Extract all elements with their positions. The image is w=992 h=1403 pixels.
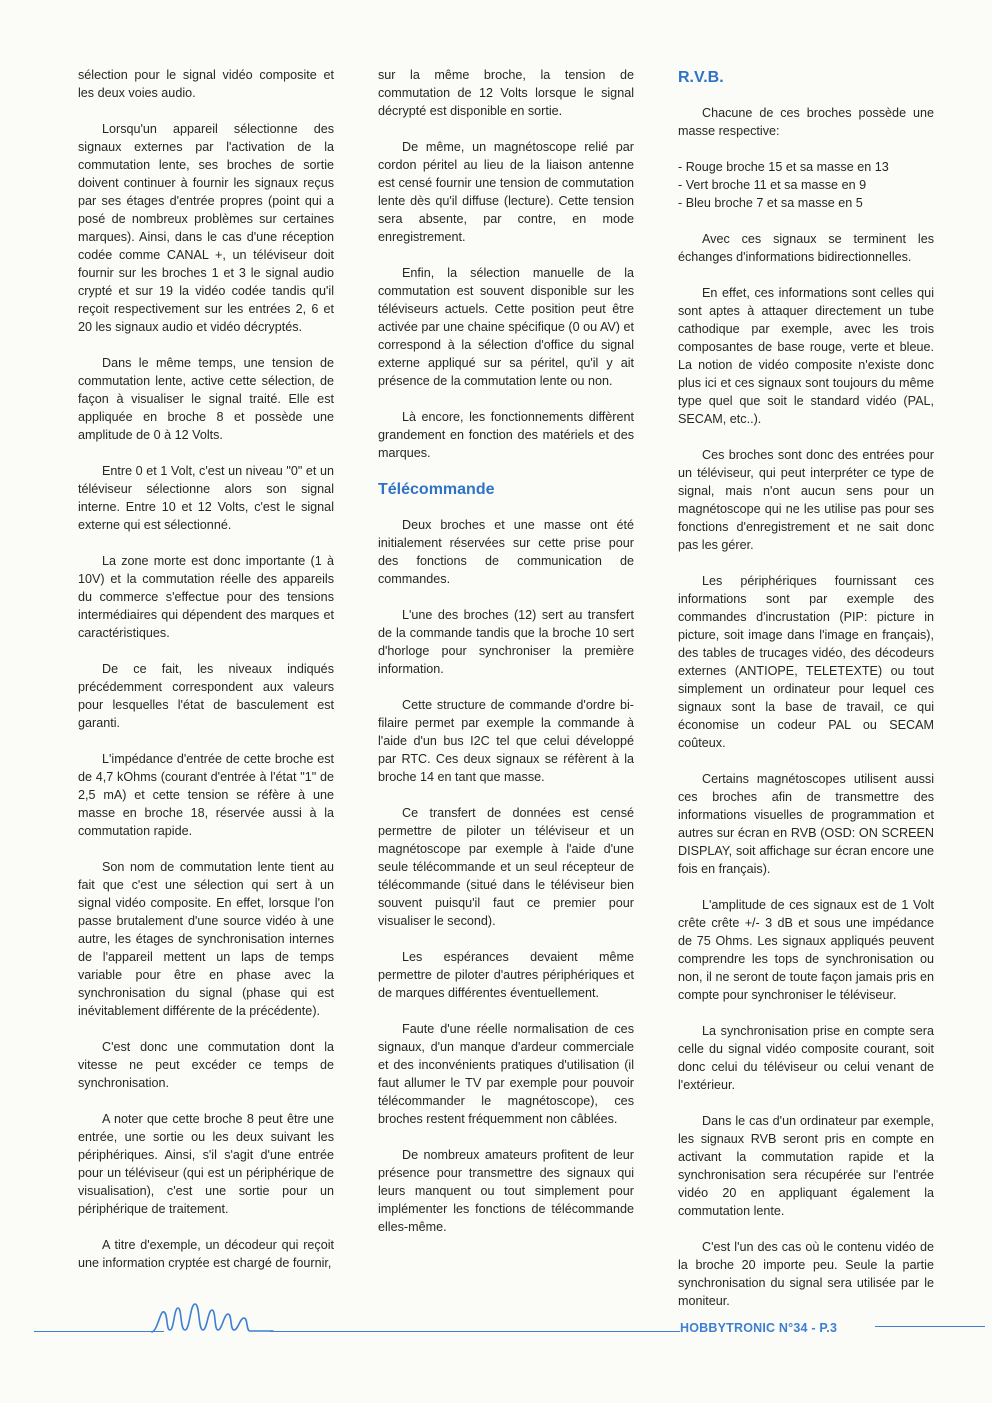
paragraph: C'est donc une commutation dont la vitesse ne peut excéder ce temps de synchronisation. — [78, 1040, 334, 1090]
paragraph: Ces broches sont donc des entrées pour un téléviseur, qui peut interpréter ce type de signal, mais n'ont aucun sens pour un magnétoscope qui ne les utilise pas pour ses fonctions d'enregistrement et ne sait donc pas les gérer. — [678, 448, 934, 552]
paragraph: Dans le cas d'un ordinateur par exemple, les signaux RVB seront pris en compte en activant la commutation rapide et la synchronisation sera récupérée sur l'entrée vidéo 20 en appliquant également la commutation lente. — [678, 1114, 934, 1218]
paragraph: L'une des broches (12) sert au transfert de la commande tandis que la broche 10 sert d'horloge pour synchroniser la première information. — [378, 608, 634, 676]
paragraph: En effet, ces informations sont celles qui sont aptes à attaquer directement un tube cathodique par exemple, avec les trois composantes de base rouge, verte et bleue. La notion de vidéo composite n'existe donc plus ici et ces signaux sont toujours du même type quel que soit le standard vidéo (PAL, SECAM, etc..). — [678, 286, 934, 426]
column-2 — [378, 66, 634, 1254]
paragraph: La synchronisation prise en compte sera celle du signal vidéo composite courant, soit donc celui du téléviseur ou celui venant de l'extérieur. — [678, 1024, 934, 1092]
paragraph: Certains magnétoscopes utilisent aussi ces broches afin de transmettre des informations visuelles de programmation et autres sur écran en RVB (OSD: ON SCREEN DISPLAY, soit affichage sur écran encore une fois en français). — [678, 772, 934, 876]
paragraph: Les espérances devaient même permettre de piloter d'autres périphériques et de marques différentes éventuellement. — [378, 950, 634, 1000]
paragraph: Lorsqu'un appareil sélectionne des signaux externes par l'activation de la commutation lente, ses broches de sortie doivent continuer à fournir les signaux reçus par ses étages d'entrée propres (point qui a posé de nombreux problèmes sur certaines marques). Ainsi, dans le cas d'une réception codée comme CANAL +, un téléviseur doit fournir sur les broches 1 et 3 le signal audio crypté et sur 19 la vidéo codée tandis qu'il reçoit respectivement sur les entrées 2, 6 et 20 les signaux audio et vidéo décryptés. — [78, 122, 334, 334]
paragraph: Deux broches et une masse ont été initialement réservées sur cette prise pour des fonctions de communication de commandes. — [378, 518, 634, 586]
paragraph: Ce transfert de données est censé permettre de piloter un téléviseur et un magnétoscope par exemple à l'aide d'une seule télécommande et un seul récepteur de télécommande (situé dans le téléviseur bien souvent puisqu'il faut ce premier pour visualiser le second). — [378, 806, 634, 928]
paragraph: De même, un magnétoscope relié par cordon péritel au lieu de la liaison antenne est censé fournir une tension de commutation lente dès qu'il diffuse (lecture). Cette tension sera absente, par contre, en mode enregistrement. — [378, 140, 634, 244]
list-item: - Rouge broche 15 et sa masse en 13 — [678, 160, 889, 174]
paragraph: Chacune de ces broches possède une masse respective: — [678, 106, 934, 138]
paragraph: L'amplitude de ces signaux est de 1 Volt crête crête +/- 3 dB et sous une impédance de 75 Ohms. Les signaux appliqués peuvent comprendre les tops de synchronisation ou non, il ne seront de toute façon jamais pris en compte pour synchroniser le téléviseur. — [678, 898, 934, 1002]
footer-rule-middle — [270, 1331, 680, 1332]
column-3 — [678, 66, 934, 1328]
paragraph: A titre d'exemple, un décodeur qui reçoit une information cryptée est chargé de fournir, — [78, 1238, 334, 1270]
paragraph: Faute d'une réelle normalisation de ces signaux, d'un manque d'ardeur commerciale et des inconvénients pratiques d'utilisation (il faut allumer le TV par exemple pour pouvoir télécommander le magnétoscope), ces broches restent fréquemment non câblées. — [378, 1022, 634, 1126]
paragraph: sur la même broche, la tension de commutation de 12 Volts lorsque le signal décrypté est disponible en sortie. — [378, 68, 634, 118]
column-1 — [78, 66, 334, 1290]
paragraph: Entre 0 et 1 Volt, c'est un niveau "0" et un téléviseur sélectionne alors son signal interne. Entre 10 et 12 Volts, c'est le signal externe qui est sélectionné. — [78, 464, 334, 532]
paragraph: De ce fait, les niveaux indiqués précédemment correspondent aux valeurs pour lesquelles l'état de basculement est garanti. — [78, 662, 334, 730]
paragraph: La zone morte est donc importante (1 à 10V) et la commutation réelle des appareils du commerce s'effectue pour des tensions intermédiaires qui dépendent des marques et caractéristiques. — [78, 554, 334, 640]
paragraph: Les périphériques fournissant ces informations sont par exemple des commandes d'incrustation (PIP: picture in picture, soit image dans l'image en français), des tables de trucages vidéo, des décodeurs externes (ANTIOPE, TELETEXTE) ou tout simplement un ordinateur pour lequel ces signaux sont la base de travail, ce qui économise un codeur PAL ou SECAM coûteux. — [678, 574, 934, 750]
footer-page-label: HOBBYTRONIC N°34 - P.3 — [680, 1321, 838, 1335]
paragraph: A noter que cette broche 8 peut être une entrée, une sortie ou les deux suivant les périphériques. Ainsi, s'il s'agit d'une entrée pour un téléviseur (qui est un périphérique de visualisation), c'est une sortie pour un périphérique de traitement. — [78, 1112, 334, 1216]
paragraph: Là encore, les fonctionnements diffèrent grandement en fonction des matériels et des marques. — [378, 410, 634, 460]
paragraph: sélection pour le signal vidéo composite et les deux voies audio. — [78, 68, 334, 100]
paragraph: Cette structure de commande d'ordre bi-filaire permet par exemple la commande à l'aide d'un bus I2C tel que celui développé par RTC. Ces deux signaux se réfèrent à la broche 14 en tant que masse. — [378, 698, 634, 784]
waveform-logo-icon — [150, 1300, 275, 1340]
pin-list — [678, 158, 934, 212]
paragraph: L'impédance d'entrée de cette broche est de 4,7 kOhms (courant d'entrée à l'état "1" de 2,5 mA) et cette tension se réfère à une masse en broche 18, réservée aussi à la commutation rapide. — [78, 752, 334, 838]
list-item: - Bleu broche 7 et sa masse en 5 — [678, 196, 863, 210]
paragraph: C'est l'un des cas où le contenu vidéo de la broche 20 importe peu. Seule la partie synchronisation du signal sera utilisée par le moniteur. — [678, 1240, 934, 1308]
paragraph: De nombreux amateurs profitent de leur présence pour transmettre des signaux qui leurs manquent ou tout simplement pour implémenter les fonctions de télécommande elles-même. — [378, 1148, 634, 1234]
paragraph: Enfin, la sélection manuelle de la commutation est souvent disponible sur les téléviseurs actuels. Cette position peut être activée par une chaine spécifique (0 ou AV) et correspond à la sélection d'office du signal externe appliqué sur sa péritel, qu'il y ait présence de la commutation lente ou non. — [378, 266, 635, 388]
footer-rule-right — [875, 1326, 985, 1327]
list-item: - Vert broche 11 et sa masse en 9 — [678, 178, 867, 192]
paragraph: Son nom de commutation lente tient au fait que c'est une sélection qui sert à un signal vidéo composite. En effet, lorsque l'on passe brutalement d'une source vidéo à une autre, les étages de synchronisation internes de l'appareil mettent un laps de temps variable pour être en phase avec la synchronisation du signal (phase qui est inévitablement différente de la précédente). — [78, 860, 334, 1018]
footer-rule-left — [34, 1331, 164, 1332]
paragraph: Dans le même temps, une tension de commutation lente, active cette sélection, de façon à visualiser le signal traité. Elle est appliquée en broche 8 et possède une amplitude de 0 à 12 Volts. — [78, 356, 334, 442]
section-heading-rvb: R.V.B. — [678, 69, 724, 86]
paragraph: Avec ces signaux se terminent les échanges d'informations bidirectionnelles. — [678, 232, 934, 264]
section-heading-telecommande: Télécommande — [378, 481, 495, 498]
